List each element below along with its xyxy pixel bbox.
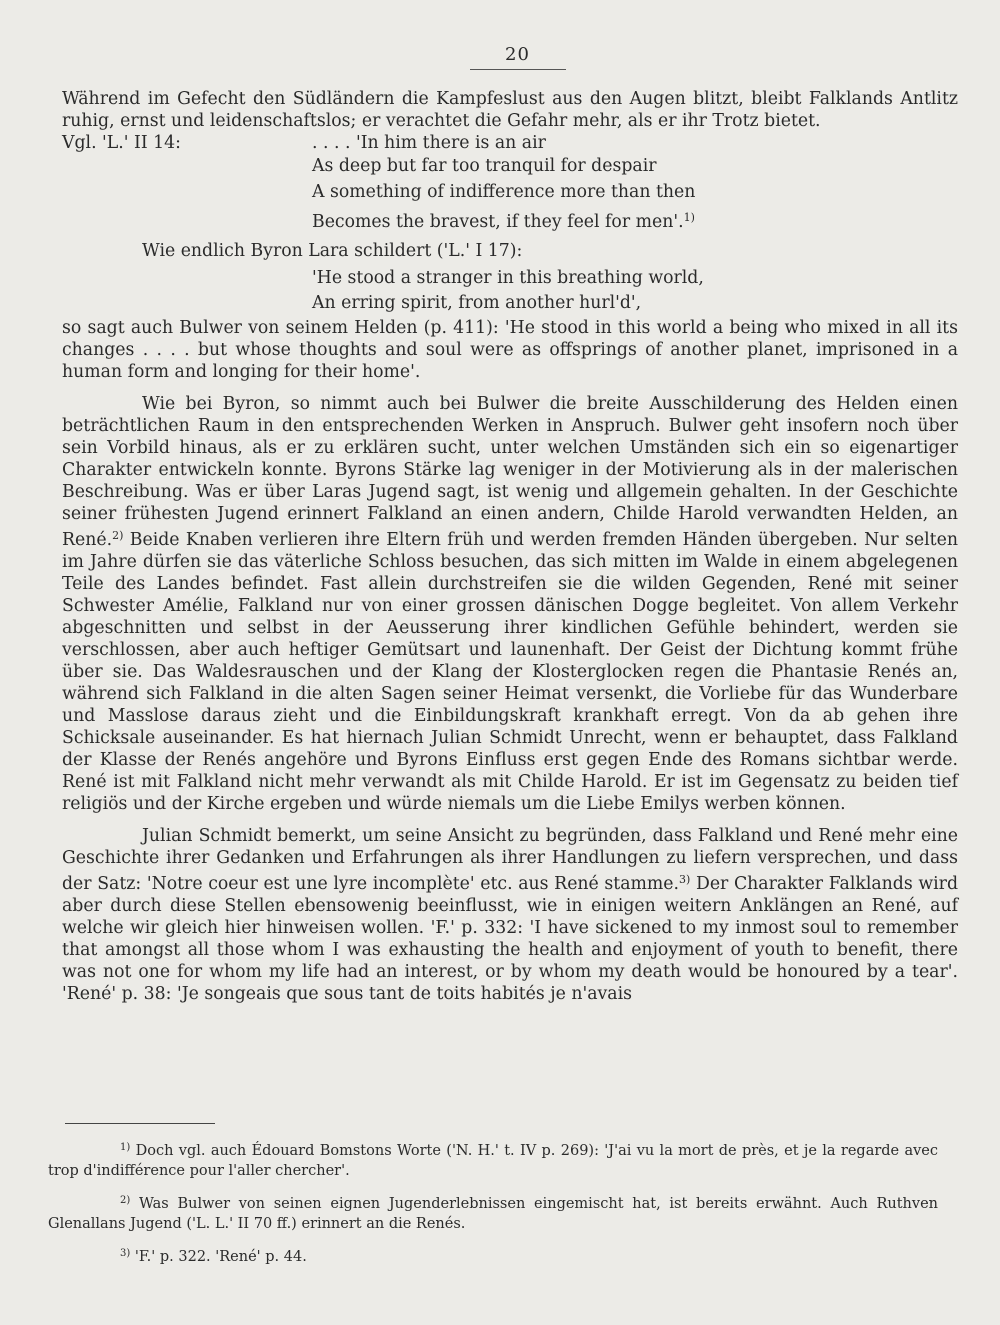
verse-reference: Vgl. 'L.' II 14: [62, 133, 181, 153]
verse-line-text: Becomes the bravest, if they feel for men'. [312, 212, 684, 232]
footnote-rule [65, 1123, 215, 1124]
verse-block-1-cont [312, 154, 958, 236]
footnote-number: 2) [120, 1195, 131, 1206]
verse-line: A something of indifference more than then [312, 181, 696, 202]
verse-line: As deep but far too tranquil for despair [312, 156, 657, 176]
footnote-text: 'F.' p. 322. 'René' p. 44. [134, 1249, 307, 1265]
footnotes [48, 1138, 938, 1277]
footnote-text: Doch vgl. auch Édouard Bomstons Worte ('N. H.' t. IV p. 269): 'J'ai vu la mort de près, et je la regarde avec trop d'indifférence pour l'aller chercher'. [48, 1143, 939, 1179]
paragraph-2: Wie endlich Byron Lara schildert ('L.' I 17): [142, 240, 523, 261]
paragraph-5 [62, 825, 958, 1005]
paragraph-4 [62, 393, 958, 815]
paragraph-1: Während im Gefecht den Südländern die Kampfeslust aus den Augen blitzt, bleibt Falklands Antlitz ruhig, ernst und leidenschaftslos; er verachtet die Gefahr mehr, als er ihr Trotz bietet. [62, 89, 958, 131]
verse-block-2 [312, 266, 958, 317]
paragraph-5-text-b: Der Charakter Falklands wird aber durch diese Stellen ebensowenig beeinflusst, wie in einigen weitern Anklängen an René, auf welche wir gleich hier hinweisen wollen. 'F.' p. 332: 'I have sickened to my inmost soul to remember that amongst all those whom I was exhausting the health and enjoyment of youth to benefit, there was not one for whom my life had an interest, or by whom my death would be honoured by a tear'. 'René' p. 38: 'Je songeais que sous tant de toits habités je n'avais [62, 873, 959, 1004]
verse-line-last [312, 205, 958, 236]
footnote-number: 3) [120, 1248, 131, 1259]
verse-block-1 [62, 132, 958, 154]
paragraph-3: so sagt auch Bulwer von seinem Helden (p. 411): 'He stood in this world a being who mixed in all its changes . . . . but whose thoughts and soul were as offsprings of another planet, imprisoned in a human form and longing for their home'. [62, 317, 958, 382]
footnote-marker: 2) [112, 528, 124, 542]
verse-line: . . . . 'In him there is an air [312, 133, 546, 153]
footnote-2 [48, 1191, 938, 1234]
paragraph-4-text-b: Beide Knaben verlieren ihre Eltern früh und werden fremden Händen übergeben. Nur selten im Jahre dürfen sie das väterliche Schloss besuchen, das sich mitten im Walde in einem abgelegenen Teile des Landes befindet. Fast allein durchstreifen sie die wilden Gegenden, René mit seiner Schwester Amélie, Falkland nur von einer grossen dänischen Dogge begleitet. Von allem Verkehr abgeschnitten und selbst in der Aeusserung ihrer kindlichen Gefühle behindert, werden sie verschlossen, aber auch heftiger Gemütsart und launenhaft. Der Geist der Dichtung kommt frühe über sie. Das Waldesrauschen und der Klang der Klosterglocken regen die Phantasie Renés an, während sich Falkland in die alten Sagen seiner Heimat versenkt, die Vorliebe für das Wunderbare und Masslose daraus zieht und die Einbildungskraft krankhaft erregt. Von da ab gehen ihre Schicksale auseinander. Es hat hiernach Julian Schmidt Unrecht, wenn er behauptet, dass Falkland der Klasse der Renés angehöre und Byrons Einfluss erst gegen Ende des Romans sichtbar werde. René ist mit Falkland nicht mehr verwandt als mit Childe Harold. Er ist im Gegensatz zu beiden tief religiös und der Kirche ergeben und würde niemals um die Liebe Emilys werben können. [62, 529, 958, 814]
footnote-1 [48, 1138, 938, 1181]
paragraph-5-text-a: Julian Schmidt bemerkt, um seine Ansicht zu begründen, dass Falkland und René mehr eine Geschichte ihrer Gedanken und Erfahrungen als ihrer Handlungen zu liefern versprechen, und dass der Satz: 'Notre coeur est une lyre incomplète' etc. aus René stamme. [62, 825, 958, 894]
body-text [62, 88, 958, 1005]
paragraph-4-text-a: Wie bei Byron, so nimmt auch bei Bulwer die breite Ausschilderung des Helden einen beträchtlichen Raum in den entsprechenden Werken in Anspruch. Bulwer geht insofern noch über sein Vorbild hinaus, als er zu erklären sucht, unter welchen Umständen sich ein so eigenartiger Charakter entwickeln konnte. Byrons Stärke lag weniger in der Motivierung als in der malerischen Beschreibung. Was er über Laras Jugend sagt, ist wenig und allgemein gehalten. In der Geschichte seiner frühesten Jugend erinnert Falkland an einen andern, Childe Harold verwandten Helden, an René. [62, 393, 958, 550]
footnote-marker: 3) [679, 872, 691, 886]
verse-line: An erring spirit, from another hurl'd', [312, 293, 642, 313]
footnote-3 [48, 1244, 938, 1267]
footnote-number: 1) [120, 1142, 131, 1153]
page-number: 20 [505, 44, 530, 65]
footnote-text: Was Bulwer von seinen eignen Jugenderlebnissen eingemischt hat, ist bereits erwähnt. Auch Ruthven Glenallans Jugend ('L. L.' II 70 ff.) erinnert an die Renés. [48, 1196, 938, 1232]
footnote-marker: 1) [683, 211, 695, 224]
verse-line: 'He stood a stranger in this breathing world, [312, 267, 704, 288]
page-number-rule [470, 69, 566, 70]
